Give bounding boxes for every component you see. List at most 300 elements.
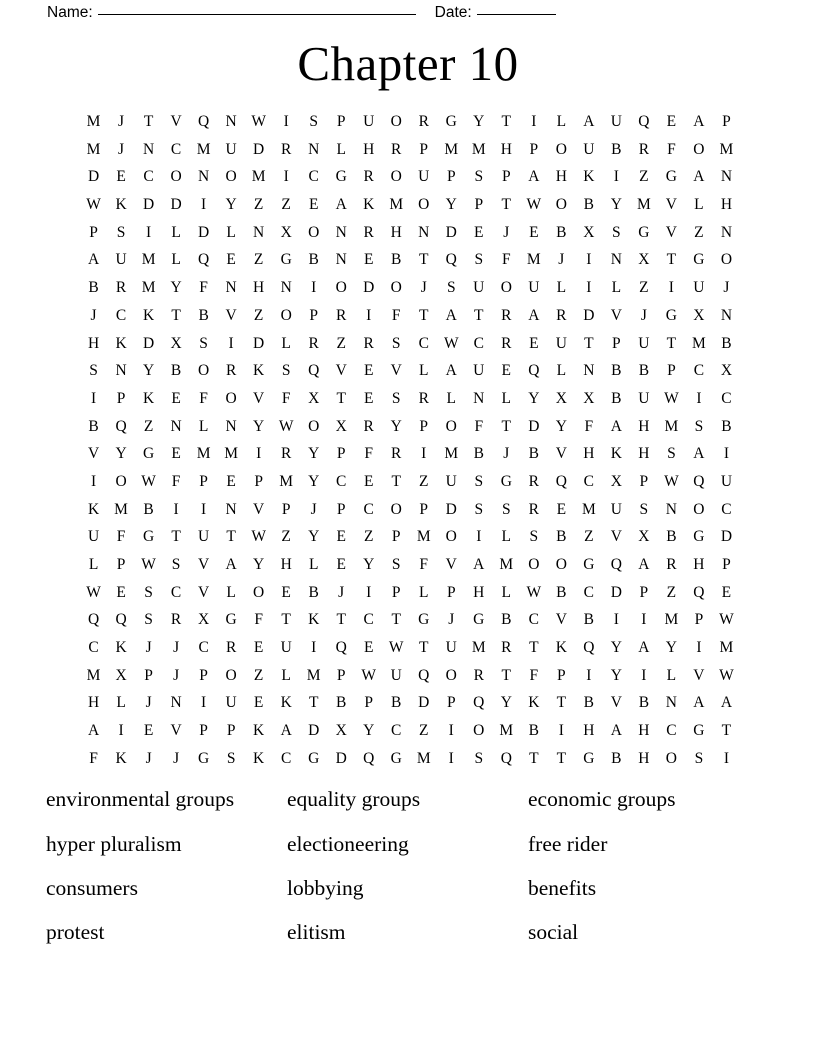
grid-letter[interactable]: T — [419, 639, 429, 657]
grid-letter[interactable]: X — [308, 389, 320, 407]
grid-letter[interactable]: S — [474, 749, 484, 767]
word-list-item[interactable]: benefits — [528, 875, 597, 900]
grid-letter[interactable]: M — [86, 666, 101, 684]
grid-letter[interactable]: G — [665, 306, 678, 324]
grid-letter[interactable]: E — [308, 196, 319, 214]
grid-letter[interactable]: F — [254, 611, 264, 629]
grid-letter[interactable]: M — [306, 666, 321, 684]
grid-letter[interactable]: B — [638, 362, 650, 380]
grid-letter[interactable]: N — [308, 140, 320, 158]
grid-letter[interactable]: A — [87, 722, 100, 740]
grid-letter[interactable]: P — [199, 666, 209, 684]
grid-letter[interactable]: P — [446, 583, 456, 601]
grid-letter[interactable]: Z — [419, 722, 429, 740]
grid-letter[interactable]: R — [280, 445, 292, 463]
grid-letter[interactable]: D — [528, 417, 540, 435]
grid-letter[interactable]: I — [531, 113, 537, 130]
grid-letter[interactable]: Z — [253, 306, 264, 324]
grid-letter[interactable]: P — [612, 334, 622, 352]
grid-letter[interactable]: H — [473, 583, 485, 601]
grid-letter[interactable]: B — [611, 749, 622, 767]
grid-letter[interactable]: E — [143, 722, 154, 740]
grid-letter[interactable]: P — [144, 666, 154, 684]
grid-letter[interactable]: U — [225, 140, 238, 158]
grid-letter[interactable]: S — [309, 113, 319, 130]
grid-letter[interactable]: P — [722, 556, 732, 573]
grid-letter[interactable]: S — [501, 500, 511, 518]
word-list-item[interactable]: hyper pluralism — [46, 831, 182, 856]
grid-letter[interactable]: C — [721, 500, 732, 518]
grid-letter[interactable]: Y — [170, 279, 183, 297]
grid-letter[interactable]: M — [471, 140, 487, 158]
grid-letter[interactable]: I — [283, 113, 290, 130]
grid-letter[interactable]: O — [555, 140, 568, 158]
grid-letter[interactable]: C — [693, 362, 705, 380]
grid-letter[interactable]: T — [281, 611, 292, 629]
grid-letter[interactable]: J — [90, 306, 97, 324]
grid-letter[interactable]: T — [226, 528, 237, 546]
grid-letter[interactable]: M — [719, 639, 734, 657]
grid-letter[interactable]: E — [363, 639, 374, 657]
grid-letter[interactable]: N — [335, 223, 348, 241]
grid-letter[interactable]: O — [473, 722, 485, 740]
grid-letter[interactable]: T — [419, 306, 429, 324]
grid-letter[interactable]: E — [474, 223, 484, 241]
grid-letter[interactable]: I — [641, 666, 647, 684]
grid-letter[interactable]: F — [199, 279, 209, 297]
grid-letter[interactable]: B — [528, 445, 540, 463]
grid-letter[interactable]: V — [610, 306, 623, 324]
grid-letter[interactable]: S — [446, 279, 456, 297]
grid-letter[interactable]: R — [308, 334, 320, 352]
grid-letter[interactable]: S — [694, 749, 704, 767]
grid-letter[interactable]: U — [610, 500, 623, 518]
grid-letter[interactable]: P — [336, 113, 346, 130]
grid-letter[interactable]: M — [196, 140, 211, 158]
grid-letter[interactable]: Q — [473, 694, 485, 712]
grid-letter[interactable]: P — [501, 168, 511, 186]
grid-letter[interactable]: K — [583, 168, 595, 186]
grid-letter[interactable]: E — [253, 694, 264, 712]
grid-letter[interactable]: C — [170, 140, 182, 158]
grid-letter[interactable]: F — [281, 389, 291, 407]
grid-letter[interactable]: X — [638, 528, 650, 546]
word-list-item[interactable]: lobbying — [287, 875, 364, 900]
grid-letter[interactable]: Q — [583, 639, 595, 657]
grid-letter[interactable]: H — [363, 140, 375, 158]
grid-letter[interactable]: T — [666, 334, 677, 352]
grid-letter[interactable]: A — [335, 196, 348, 214]
grid-letter[interactable]: O — [253, 583, 265, 601]
grid-letter[interactable]: I — [311, 639, 317, 657]
grid-letter[interactable]: K — [253, 749, 265, 767]
grid-letter[interactable]: Q — [610, 556, 623, 573]
grid-letter[interactable]: N — [720, 306, 733, 324]
grid-letter[interactable]: L — [556, 279, 567, 297]
grid-letter[interactable]: R — [225, 362, 237, 380]
grid-letter[interactable]: B — [528, 722, 540, 740]
grid-letter[interactable]: R — [556, 306, 567, 324]
grid-letter[interactable]: X — [610, 472, 623, 490]
grid-letter[interactable]: O — [693, 500, 705, 518]
grid-letter[interactable]: T — [419, 251, 429, 269]
grid-letter[interactable]: L — [419, 362, 429, 380]
grid-letter[interactable]: J — [723, 279, 730, 297]
grid-letter[interactable]: I — [476, 528, 482, 546]
grid-letter[interactable]: Q — [115, 417, 128, 435]
grid-letter[interactable]: U — [555, 334, 568, 352]
grid-letter[interactable]: R — [473, 666, 485, 684]
word-list-item[interactable]: free rider — [528, 831, 608, 856]
grid-letter[interactable]: A — [638, 556, 650, 573]
grid-letter[interactable]: Y — [555, 417, 568, 435]
grid-letter[interactable]: T — [143, 113, 154, 130]
grid-letter[interactable]: X — [583, 389, 595, 407]
grid-letter[interactable]: N — [610, 251, 623, 269]
grid-letter[interactable]: G — [500, 472, 513, 490]
grid-letter[interactable]: S — [144, 583, 154, 601]
grid-letter[interactable]: C — [721, 389, 732, 407]
grid-letter[interactable]: L — [226, 583, 237, 601]
grid-letter[interactable]: P — [281, 500, 291, 518]
grid-letter[interactable]: E — [226, 251, 237, 269]
grid-letter[interactable]: K — [115, 639, 128, 657]
grid-letter[interactable]: V — [693, 666, 705, 684]
grid-letter[interactable]: F — [391, 306, 401, 324]
grid-letter[interactable]: F — [501, 251, 511, 269]
grid-letter[interactable]: X — [555, 389, 568, 407]
grid-letter[interactable]: J — [448, 611, 455, 629]
grid-letter[interactable]: C — [170, 583, 182, 601]
grid-letter[interactable]: F — [474, 417, 484, 435]
grid-letter[interactable]: B — [143, 500, 155, 518]
grid-letter[interactable]: U — [473, 279, 485, 297]
grid-letter[interactable]: V — [555, 611, 568, 629]
grid-letter[interactable]: G — [225, 611, 238, 629]
grid-letter[interactable]: L — [171, 251, 182, 269]
grid-letter[interactable]: Y — [610, 666, 623, 684]
grid-letter[interactable]: C — [583, 583, 595, 601]
grid-letter[interactable]: R — [418, 389, 430, 407]
grid-letter[interactable]: B — [611, 389, 622, 407]
grid-letter[interactable]: O — [555, 556, 568, 573]
grid-letter[interactable]: I — [641, 611, 647, 629]
grid-letter[interactable]: C — [363, 500, 375, 518]
grid-letter[interactable]: D — [418, 694, 430, 712]
grid-letter[interactable]: E — [253, 639, 264, 657]
grid-letter[interactable]: S — [639, 500, 649, 518]
grid-letter[interactable]: N — [198, 168, 210, 186]
grid-letter[interactable]: P — [529, 140, 539, 158]
grid-letter[interactable]: S — [474, 251, 484, 269]
grid-letter[interactable]: L — [281, 334, 292, 352]
grid-letter[interactable]: I — [421, 445, 427, 463]
grid-letter[interactable]: M — [251, 168, 266, 186]
grid-letter[interactable]: L — [446, 389, 457, 407]
grid-letter[interactable]: Z — [253, 196, 264, 214]
grid-letter[interactable]: B — [336, 694, 347, 712]
grid-letter[interactable]: I — [696, 389, 702, 407]
grid-letter[interactable]: T — [391, 472, 402, 490]
grid-letter[interactable]: H — [87, 334, 100, 352]
grid-letter[interactable]: I — [448, 722, 455, 740]
grid-letter[interactable]: O — [720, 251, 733, 269]
grid-letter[interactable]: L — [556, 113, 567, 130]
grid-letter[interactable]: O — [665, 749, 678, 767]
grid-letter[interactable]: C — [280, 749, 292, 767]
grid-letter[interactable]: P — [89, 223, 99, 241]
grid-letter[interactable]: I — [311, 279, 317, 297]
grid-letter[interactable]: E — [363, 362, 374, 380]
grid-letter[interactable]: O — [528, 556, 540, 573]
grid-letter[interactable]: L — [171, 223, 182, 241]
grid-letter[interactable]: Y — [500, 694, 513, 712]
grid-letter[interactable]: K — [142, 306, 155, 324]
grid-letter[interactable]: S — [171, 556, 181, 573]
grid-letter[interactable]: I — [90, 389, 97, 407]
grid-letter[interactable]: N — [142, 140, 155, 158]
grid-letter[interactable]: J — [338, 583, 345, 601]
word-list-item[interactable]: equality groups — [287, 787, 421, 812]
grid-letter[interactable]: F — [89, 749, 99, 767]
grid-letter[interactable]: N — [583, 362, 595, 380]
grid-letter[interactable]: W — [141, 556, 157, 573]
grid-letter[interactable]: B — [556, 583, 567, 601]
grid-letter[interactable]: A — [610, 722, 623, 740]
grid-letter[interactable]: R — [225, 639, 237, 657]
grid-letter[interactable]: A — [445, 306, 458, 324]
grid-letter[interactable]: I — [723, 445, 730, 463]
grid-letter[interactable]: M — [719, 140, 734, 158]
grid-letter[interactable]: S — [89, 362, 99, 380]
grid-letter[interactable]: W — [388, 639, 404, 657]
grid-letter[interactable]: X — [280, 223, 293, 241]
grid-letter[interactable]: O — [390, 113, 403, 130]
grid-letter[interactable]: S — [226, 749, 236, 767]
grid-letter[interactable]: I — [90, 472, 97, 490]
grid-letter[interactable]: C — [418, 334, 430, 352]
grid-letter[interactable]: V — [610, 528, 623, 546]
grid-letter[interactable]: P — [199, 722, 209, 740]
grid-letter[interactable]: J — [173, 639, 180, 657]
grid-letter[interactable]: K — [115, 749, 128, 767]
grid-letter[interactable]: T — [501, 417, 512, 435]
grid-letter[interactable]: I — [586, 666, 592, 684]
word-list-item[interactable]: elitism — [287, 920, 346, 945]
grid-letter[interactable]: Q — [363, 749, 375, 767]
grid-letter[interactable]: A — [638, 639, 650, 657]
grid-letter[interactable]: J — [118, 113, 125, 130]
grid-letter[interactable]: J — [310, 500, 318, 518]
grid-letter[interactable]: Q — [528, 362, 540, 380]
grid-letter[interactable]: D — [720, 528, 733, 546]
grid-letter[interactable]: B — [198, 306, 210, 324]
grid-letter[interactable]: V — [87, 445, 100, 463]
grid-letter[interactable]: S — [116, 223, 126, 241]
grid-letter[interactable]: E — [226, 472, 237, 490]
grid-letter[interactable]: B — [638, 694, 650, 712]
grid-letter[interactable]: A — [693, 445, 705, 463]
grid-letter[interactable]: L — [556, 362, 567, 380]
grid-letter[interactable]: R — [391, 140, 402, 158]
grid-letter[interactable]: N — [720, 168, 733, 186]
grid-letter[interactable]: I — [228, 334, 235, 352]
grid-letter[interactable]: I — [146, 223, 152, 241]
grid-letter[interactable]: W — [526, 196, 542, 214]
grid-letter[interactable]: R — [418, 113, 430, 130]
grid-letter[interactable]: W — [251, 528, 267, 546]
grid-letter[interactable]: A — [473, 556, 485, 573]
grid-letter[interactable]: Y — [528, 389, 540, 407]
grid-letter[interactable]: F — [529, 666, 539, 684]
grid-letter[interactable]: H — [693, 556, 705, 573]
grid-letter[interactable]: M — [692, 334, 707, 352]
grid-letter[interactable]: G — [473, 611, 485, 629]
grid-letter[interactable]: B — [611, 362, 622, 380]
grid-letter[interactable]: X — [638, 251, 650, 269]
grid-letter[interactable]: V — [198, 583, 210, 601]
grid-letter[interactable]: E — [556, 500, 567, 518]
grid-letter[interactable]: B — [308, 583, 320, 601]
grid-letter[interactable]: U — [445, 639, 458, 657]
grid-letter[interactable]: J — [640, 306, 648, 324]
grid-letter[interactable]: B — [170, 362, 182, 380]
grid-letter[interactable]: H — [390, 223, 403, 241]
date-write-in-line[interactable] — [477, 14, 556, 15]
grid-letter[interactable]: U — [610, 113, 623, 130]
grid-letter[interactable]: Z — [639, 279, 649, 297]
grid-letter[interactable]: Q — [418, 666, 430, 684]
grid-letter[interactable]: U — [720, 472, 733, 490]
grid-letter[interactable]: Z — [639, 168, 649, 186]
grid-letter[interactable]: B — [556, 223, 567, 241]
grid-letter[interactable]: D — [87, 168, 100, 186]
grid-letter[interactable]: E — [529, 334, 539, 352]
grid-letter[interactable]: Y — [665, 639, 678, 657]
grid-letter[interactable]: F — [199, 389, 209, 407]
grid-letter[interactable]: O — [225, 168, 238, 186]
grid-letter[interactable]: A — [528, 306, 540, 324]
grid-letter[interactable]: R — [115, 279, 127, 297]
grid-letter[interactable]: P — [336, 666, 346, 684]
grid-letter[interactable]: P — [639, 583, 649, 601]
grid-letter[interactable]: U — [198, 528, 210, 546]
grid-letter[interactable]: S — [144, 611, 154, 629]
grid-letter[interactable]: T — [336, 611, 347, 629]
grid-letter[interactable]: N — [665, 694, 678, 712]
grid-letter[interactable]: M — [86, 113, 101, 130]
grid-letter[interactable]: C — [115, 306, 127, 324]
grid-letter[interactable]: F — [584, 417, 594, 435]
grid-letter[interactable]: P — [419, 140, 429, 158]
grid-letter[interactable]: N — [170, 417, 183, 435]
grid-letter[interactable]: L — [198, 417, 209, 435]
grid-letter[interactable]: P — [667, 362, 677, 380]
grid-letter[interactable]: B — [611, 140, 622, 158]
grid-letter[interactable]: B — [583, 694, 595, 712]
grid-letter[interactable]: K — [280, 694, 293, 712]
grid-letter[interactable]: D — [583, 306, 595, 324]
grid-letter[interactable]: N — [335, 251, 348, 269]
grid-letter[interactable]: R — [280, 140, 292, 158]
grid-letter[interactable]: E — [666, 113, 677, 130]
grid-letter[interactable]: U — [390, 666, 403, 684]
grid-letter[interactable]: S — [529, 528, 539, 546]
grid-letter[interactable]: V — [170, 113, 183, 130]
grid-letter[interactable]: K — [363, 196, 375, 214]
grid-letter[interactable]: Z — [253, 666, 264, 684]
grid-letter[interactable]: W — [141, 472, 157, 490]
grid-letter[interactable]: J — [145, 749, 152, 767]
word-list-item[interactable]: social — [528, 920, 579, 945]
grid-letter[interactable]: C — [88, 639, 100, 657]
grid-letter[interactable]: T — [171, 528, 182, 546]
grid-letter[interactable]: Y — [253, 556, 265, 573]
grid-letter[interactable]: H — [638, 722, 650, 740]
grid-letter[interactable]: P — [199, 472, 209, 490]
grid-letter[interactable]: V — [198, 556, 210, 573]
grid-letter[interactable]: Y — [308, 528, 320, 546]
grid-letter[interactable]: F — [364, 445, 374, 463]
grid-letter[interactable]: P — [446, 168, 456, 186]
grid-letter[interactable]: E — [336, 556, 347, 573]
grid-letter[interactable]: I — [201, 694, 207, 712]
grid-letter[interactable]: D — [308, 722, 320, 740]
grid-letter[interactable]: M — [636, 196, 652, 214]
grid-letter[interactable]: Q — [693, 472, 705, 490]
grid-letter[interactable]: G — [693, 251, 705, 269]
grid-letter[interactable]: C — [336, 472, 347, 490]
grid-letter[interactable]: A — [693, 113, 705, 130]
grid-letter[interactable]: N — [665, 500, 678, 518]
grid-letter[interactable]: U — [280, 639, 293, 657]
grid-letter[interactable]: K — [142, 389, 155, 407]
grid-letter[interactable]: J — [558, 251, 565, 269]
grid-letter[interactable]: W — [719, 611, 735, 629]
grid-letter[interactable]: O — [500, 279, 513, 297]
grid-letter[interactable]: P — [446, 694, 456, 712]
grid-letter[interactable]: T — [308, 694, 319, 712]
grid-letter[interactable]: D — [335, 749, 348, 767]
grid-letter[interactable]: U — [638, 389, 650, 407]
grid-letter[interactable]: O — [308, 417, 320, 435]
grid-letter[interactable]: Z — [336, 334, 347, 352]
grid-letter[interactable]: I — [201, 500, 207, 518]
grid-letter[interactable]: A — [720, 694, 733, 712]
grid-letter[interactable]: I — [668, 279, 675, 297]
grid-letter[interactable]: V — [253, 389, 265, 407]
grid-letter[interactable]: O — [115, 472, 128, 490]
name-write-in-line[interactable] — [98, 14, 416, 15]
grid-letter[interactable]: B — [721, 417, 732, 435]
grid-letter[interactable]: K — [87, 500, 100, 518]
word-list-item[interactable]: electioneering — [287, 831, 409, 856]
grid-letter[interactable]: A — [693, 694, 705, 712]
grid-letter[interactable]: D — [198, 223, 210, 241]
grid-letter[interactable]: I — [613, 611, 620, 629]
grid-letter[interactable]: Y — [308, 472, 320, 490]
grid-letter[interactable]: P — [226, 722, 236, 740]
grid-letter[interactable]: L — [336, 140, 347, 158]
grid-letter[interactable]: F — [419, 556, 429, 573]
grid-letter[interactable]: J — [145, 694, 152, 712]
grid-letter[interactable]: J — [145, 639, 152, 657]
grid-letter[interactable]: I — [256, 445, 262, 463]
grid-letter[interactable]: Z — [253, 251, 264, 269]
grid-letter[interactable]: B — [391, 694, 402, 712]
grid-letter[interactable]: L — [419, 583, 429, 601]
grid-letter[interactable]: T — [529, 749, 539, 767]
